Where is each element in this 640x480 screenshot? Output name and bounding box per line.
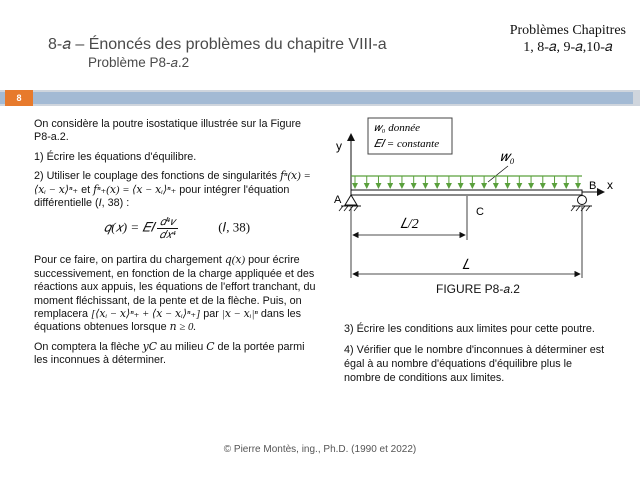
header-bar <box>0 92 633 104</box>
dimension-full-label: 𝐿 <box>462 258 470 273</box>
ground-hatch-a <box>339 206 358 211</box>
page-title: 8-𝑎 – Énoncés des problèmes du chapitre VIII-a <box>48 36 387 53</box>
equation-fraction <box>157 216 177 241</box>
distributed-load-arrows <box>355 176 578 188</box>
chapter-reference-line2: 1, 8-𝑎, 9-𝑎,10-𝑎 <box>523 40 613 55</box>
paragraph-method <box>34 254 320 334</box>
step2-ref-i: I <box>98 197 102 210</box>
load-label: 𝑤₀ <box>500 150 515 165</box>
page-subtitle: Problème P8-𝑎.2 <box>88 55 190 70</box>
point-c-label: C <box>476 206 484 218</box>
equation-numerator: 𝑑⁴𝑣 <box>157 216 177 229</box>
dimension-half-label: 𝐿/2 <box>400 217 419 232</box>
load-function: 𝑞(𝑥) <box>224 254 246 267</box>
beam-figure <box>320 110 620 310</box>
equation-reference: (𝐼, 38) <box>218 219 251 235</box>
equation-denominator: 𝑑𝑥⁴ <box>159 229 176 242</box>
pin-support-a <box>345 195 357 205</box>
paragraph-step1: 1) Écrire les équations d'équilibre. <box>34 150 197 163</box>
method-text-par: par <box>203 308 219 321</box>
step2-text-a: 2) Utiliser le couplage des fonctions de singularités <box>34 170 278 183</box>
paragraph-intro: On considère la poutre isostatique illustrée sur la Figure P8-a.2. <box>34 118 302 144</box>
problem-statement-left <box>34 118 320 374</box>
method-text-c: dans les équations obtenues lorsque <box>34 308 302 334</box>
bracket-sum-expression: [⟨𝑥ᵢ − 𝑥⟩ⁿ₊ + ⟨𝑥 − 𝑥ᵢ⟩ⁿ₊] <box>91 308 201 321</box>
point-a-label: A <box>334 194 342 206</box>
chapter-reference-line1: Problèmes Chapitres <box>509 23 626 38</box>
deflection-text-a: On comptera la flèche <box>34 340 140 353</box>
x-axis-label: x <box>607 178 613 192</box>
method-text-a: Pour ce faire, on partira du chargement <box>34 254 222 267</box>
paragraph-step2 <box>34 170 320 210</box>
y-axis-label: y <box>336 139 342 153</box>
legend-ei: 𝐸𝐼 = constante <box>374 138 440 150</box>
singularity-function-1: 𝑓ⁿ(𝑥) = ⟨𝑥ᵢ − 𝑥⟩ⁿ₊ <box>34 170 311 196</box>
paragraph-step3: 3) Écrire les conditions aux limites pour cette poutre. <box>344 323 595 335</box>
slide-number-badge: 8 <box>5 90 33 106</box>
paragraph-deflection <box>34 341 320 368</box>
deflection-text-c: de la portée parmi les inconnues à déterminer. <box>34 340 305 367</box>
method-text-b: pour écrire successivement, en fonction de la charge appliquée et des réactions aux appuis, les équations de l'effort tranchant, du moment fléchissant, de la pente et de la flèche. Puis, on remplacera <box>34 254 316 321</box>
paragraph-step4: 4) Vérifier que le nombre d'inconnues à déterminer est égal à au nombre d'équations d'équilibre plus le nombre de conditions aux limites. <box>344 344 605 384</box>
legend-w0: 𝑤₀ donnée <box>374 122 421 134</box>
point-b-label: B <box>589 180 597 192</box>
equation-lhs: 𝑞(𝑥) = 𝐸𝐼 <box>103 219 155 235</box>
differential-equation <box>34 216 320 246</box>
beam <box>351 190 582 195</box>
deflection-symbol: 𝑦𝐶 <box>142 340 157 353</box>
step2-text-c: , 38) : <box>101 197 130 210</box>
problem-statement-right <box>344 322 610 392</box>
deflection-text-b: au milieu <box>160 340 204 353</box>
condition-n: 𝑛 ≥ 0. <box>169 321 197 334</box>
load-leader-line <box>488 166 508 182</box>
roller-support-b <box>578 196 587 205</box>
ground-hatch-b <box>571 206 590 211</box>
chapter-reference <box>510 22 626 56</box>
step2-text-and: et <box>81 183 91 196</box>
footer-copyright: © Pierre Montès, ing., Ph.D. (1990 et 2022) <box>223 444 417 455</box>
step2-text-b: pour intégrer l'équation différentielle ( <box>34 183 290 210</box>
midpoint-symbol: 𝐶 <box>206 340 215 353</box>
singularity-function-2: 𝑓ⁿ₊(𝑥) = ⟨𝑥 − 𝑥ᵢ⟩ⁿ₊ <box>93 183 177 196</box>
figure-caption: FIGURE P8-𝑎.2 <box>436 282 520 296</box>
absolute-value-expression: |𝑥 − 𝑥ᵢ|ⁿ <box>221 308 258 321</box>
